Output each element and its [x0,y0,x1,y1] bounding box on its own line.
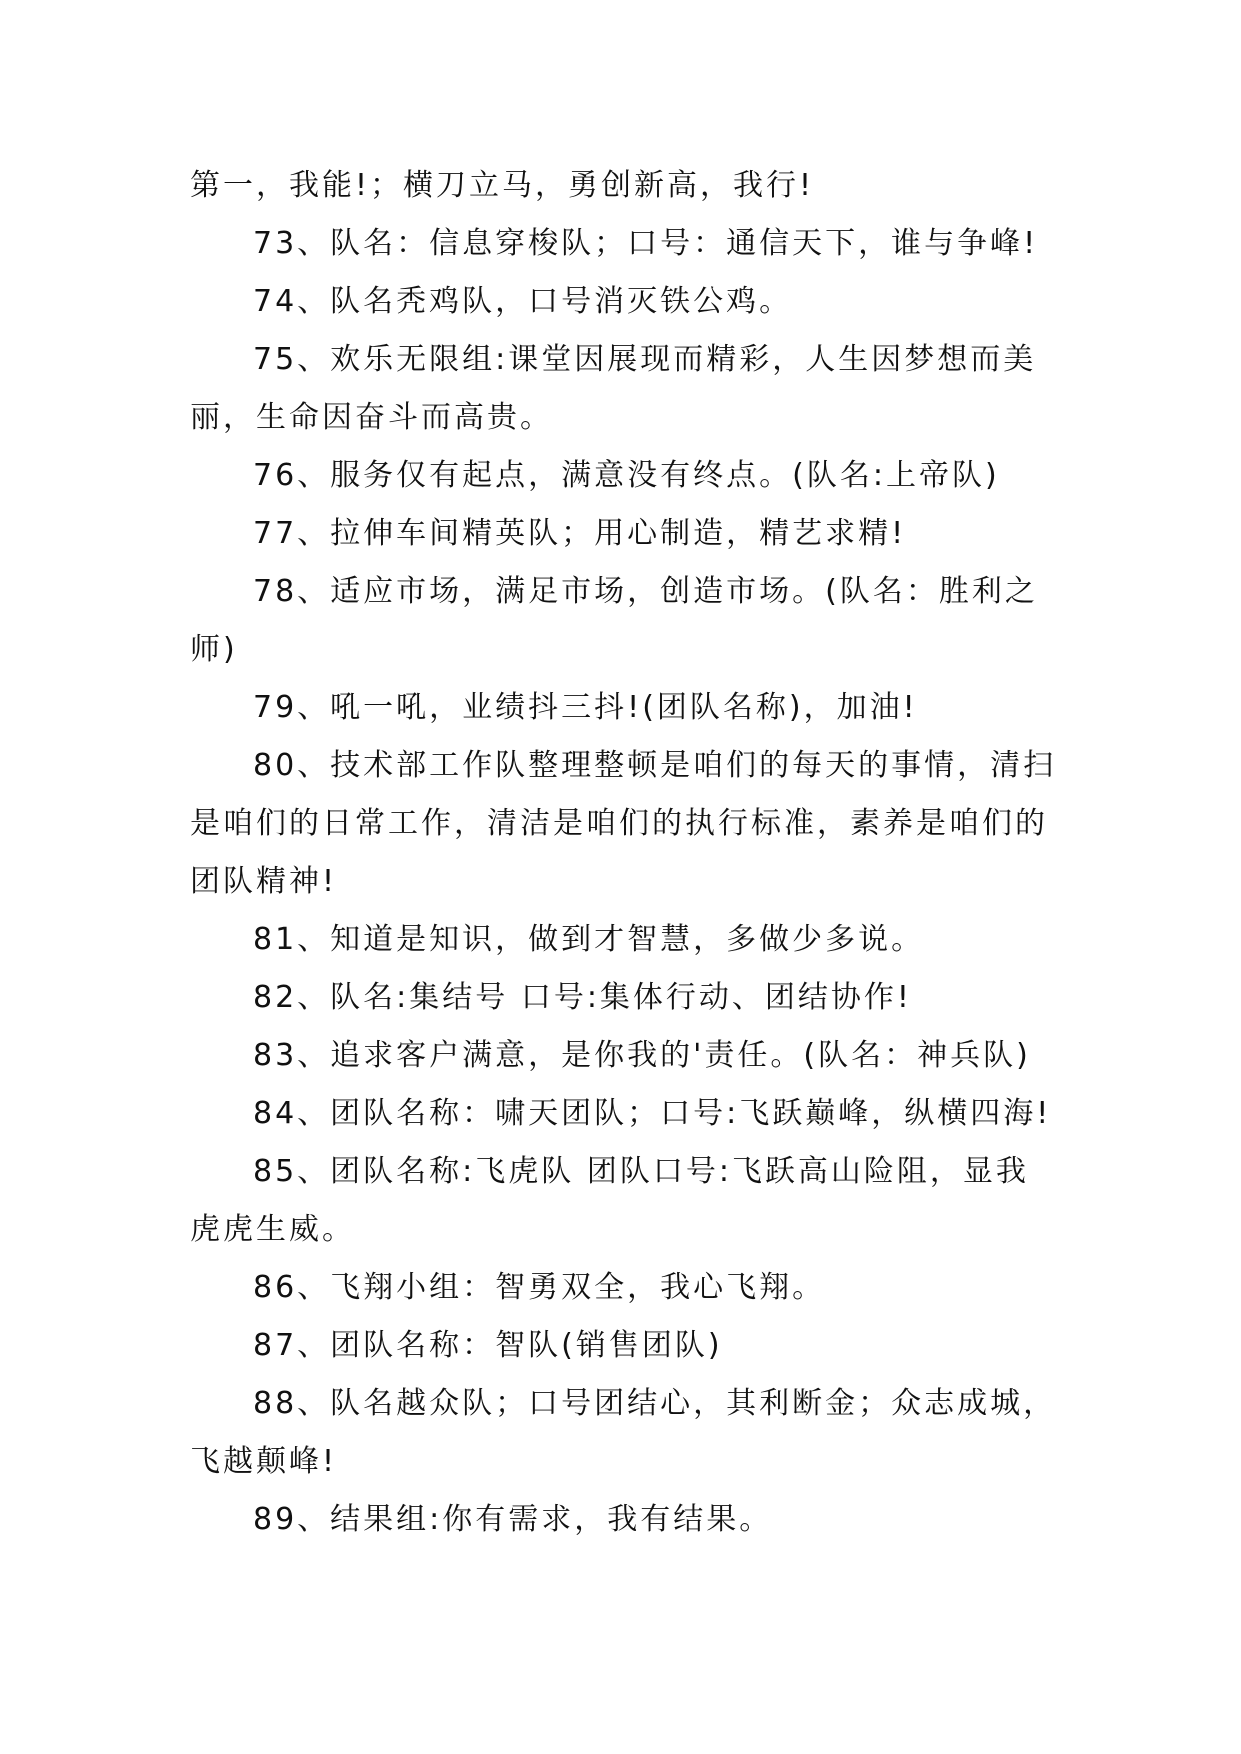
text-line: 75、欢乐无限组:课堂因展现而精彩，人生因梦想而美 [253,342,1037,377]
text-line: 88、队名越众队；口号团结心，其利断金；众志成城， [253,1386,1057,1421]
text-line: 77、拉伸车间精英队；用心制造，精艺求精! [253,516,907,551]
text-line: 87、团队名称：智队(销售团队) [253,1328,723,1363]
text-line: 79、吼一吼，业绩抖三抖!(团队名称)，加油! [253,690,918,725]
text-line: 82、队名:集结号 口号:集体行动、团结协作! [253,980,912,1015]
text-line: 81、知道是知识，做到才智慧，多做少多说。 [253,922,925,957]
text-line: 团队精神! [190,864,338,899]
text-line: 第一，我能!；横刀立马，勇创新高，我行! [190,168,815,203]
text-line: 83、追求客户满意，是你我的'责任。(队名：神兵队) [253,1038,1031,1073]
text-line: 73、队名：信息穿梭队；口号：通信天下，谁与争峰! [253,226,1039,261]
text-line: 飞越颠峰! [190,1444,338,1479]
text-line: 86、飞翔小组：智勇双全，我心飞翔。 [253,1270,826,1305]
text-line: 89、结果组:你有需求，我有结果。 [253,1502,773,1537]
document-body [190,157,1070,1549]
text-line: 84、团队名称：啸天团队；口号:飞跃巅峰，纵横四海! [253,1096,1052,1131]
text-line: 74、队名秃鸡队，口号消灭铁公鸡。 [253,284,793,319]
text-line: 虎虎生威。 [190,1212,355,1247]
text-line: 85、团队名称:飞虎队 团队口号:飞跃高山险阻，显我 [253,1154,1029,1189]
text-line: 丽，生命因奋斗而高贵。 [190,400,553,435]
text-line: 是咱们的日常工作，清洁是咱们的执行标准，素养是咱们的 [190,806,1048,841]
text-line: 80、技术部工作队整理整顿是咱们的每天的事情，清扫 [253,748,1057,783]
text-line: 师) [190,632,238,667]
text-line: 76、服务仅有起点，满意没有终点。(队名:上帝队) [253,458,1000,493]
text-line: 78、适应市场，满足市场，创造市场。(队名：胜利之 [253,574,1038,609]
